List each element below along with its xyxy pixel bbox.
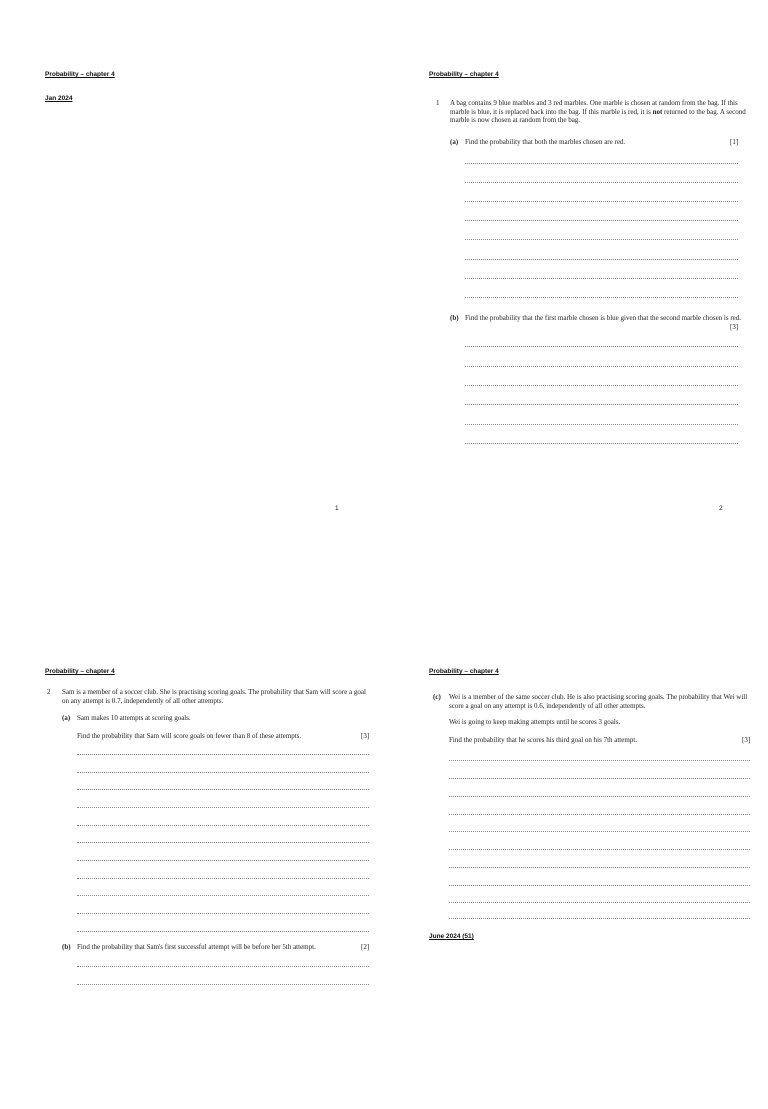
mark-allocation: [3] xyxy=(742,736,751,744)
answer-line xyxy=(449,796,750,797)
part-label: (a) xyxy=(62,714,71,722)
answer-line xyxy=(465,443,738,444)
answer-line xyxy=(77,825,369,826)
answer-line xyxy=(449,885,750,886)
answer-line xyxy=(449,831,750,832)
answer-line xyxy=(465,404,738,405)
question-1-stem-text: A bag contains 9 blue marbles and 3 red marbles. One marble is chosen at random from the bag. If this marble is blue, it is replaced back into the bag. If this marble is red, it is not returned to the bag. A second marble is now chosen at random from the bag. xyxy=(450,99,746,125)
answer-line xyxy=(465,346,738,347)
answer-line xyxy=(77,878,369,879)
answer-line xyxy=(77,984,369,985)
answer-line xyxy=(449,760,750,761)
answer-line xyxy=(449,849,750,850)
page-header: Probability – chapter 4 xyxy=(45,668,115,675)
answer-line xyxy=(77,895,369,896)
answer-line xyxy=(465,239,738,240)
page-number: 2 xyxy=(719,505,723,512)
page-header: Probability – chapter 4 xyxy=(429,668,499,675)
part-a-text: Sam makes 10 attempts at scoring goals. xyxy=(77,714,191,722)
part-a-find: Find the probability that Sam will score goals on fewer than 8 of these attempts. xyxy=(77,732,302,740)
part-a-text: Find the probability that both the marbles chosen are red. xyxy=(465,138,626,146)
answer-line xyxy=(77,860,369,861)
question-number: 1 xyxy=(436,99,440,107)
answer-line xyxy=(465,424,738,425)
answer-line xyxy=(77,789,369,790)
part-c-text-2: Wei is going to keep making attempts until he scores 3 goals. xyxy=(449,718,621,726)
answer-line xyxy=(77,931,369,932)
part-label: (b) xyxy=(450,314,459,322)
question-number: 2 xyxy=(47,688,51,696)
part-c-find: Find the probability that he scores his third goal on his 7th attempt. xyxy=(449,736,638,744)
page-2 xyxy=(384,0,768,512)
answer-line xyxy=(77,913,369,914)
part-label: (a) xyxy=(450,138,459,146)
answer-line xyxy=(77,772,369,773)
answer-line xyxy=(465,297,738,298)
mark-allocation: [1] xyxy=(730,138,739,146)
answer-line xyxy=(449,814,750,815)
page-3 xyxy=(0,597,384,1109)
answer-line xyxy=(465,182,738,183)
mark-allocation: [3] xyxy=(730,323,739,331)
answer-line xyxy=(449,918,750,919)
next-session-label: June 2024 (51) xyxy=(429,933,474,940)
part-b-text: Find the probability that Sam's first successful attempt will be before her 5th attempt. xyxy=(77,943,316,951)
answer-line xyxy=(77,754,369,755)
page-4 xyxy=(384,597,768,1109)
answer-line xyxy=(465,201,738,202)
part-label: (b) xyxy=(62,943,71,951)
answer-line xyxy=(77,842,369,843)
answer-line xyxy=(449,902,750,903)
page-1 xyxy=(0,0,384,512)
page-header: Probability – chapter 4 xyxy=(45,71,115,78)
part-c-text: Wei is a member of the same soccer club. He is also practising scoring goals. The probability that Wei will score a goal on any attempt is 0.6, independently of all other attempts. xyxy=(449,693,748,710)
answer-line xyxy=(465,278,738,279)
answer-line xyxy=(465,385,738,386)
question-1-stem xyxy=(450,99,754,125)
answer-line xyxy=(465,366,738,367)
answer-line xyxy=(465,163,738,164)
answer-line xyxy=(449,778,750,779)
answer-line xyxy=(77,807,369,808)
session-label: Jan 2024 xyxy=(45,95,73,102)
answer-line xyxy=(465,259,738,260)
page-header: Probability – chapter 4 xyxy=(429,71,499,78)
page-number: 1 xyxy=(335,505,339,512)
answer-line xyxy=(465,220,738,221)
part-label: (c) xyxy=(433,693,441,701)
answer-line xyxy=(77,966,369,967)
mark-allocation: [2] xyxy=(361,943,370,951)
question-2-stem: Sam is a member of a soccer club. She is practising scoring goals. The probability that Sam will score a goal on any attempt is 0.7, independently of all other attempts. xyxy=(62,688,366,705)
mark-allocation: [3] xyxy=(361,732,370,740)
answer-line xyxy=(449,867,750,868)
part-b-text: Find the probability that the first marble chosen is blue given that the second marble chosen is red. xyxy=(465,314,742,322)
